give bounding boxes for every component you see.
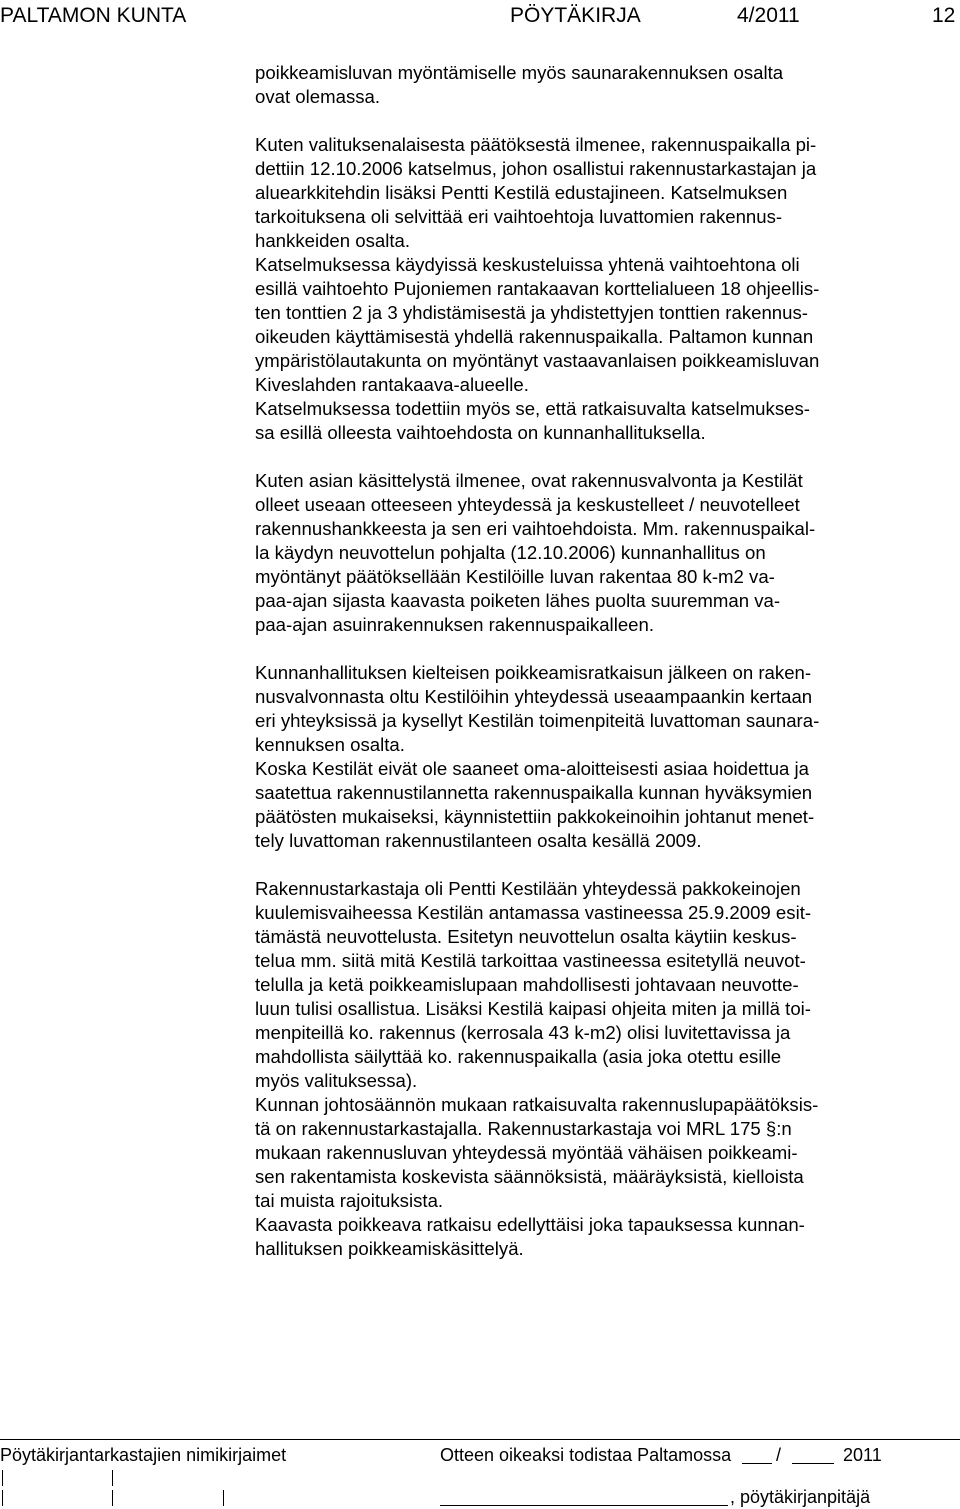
page-number: 12 <box>932 4 956 27</box>
date-slash: / <box>776 1445 782 1465</box>
footer-divider <box>0 1439 960 1440</box>
issue-number: 4/2011 <box>737 4 800 27</box>
paragraph-5: Kuten asian käsittelystä ilmenee, ovat rakennusvalvonta ja Kestilät olleet useaan otteeseen yhteydessä ja keskustelleet / neuvotelleet rakennushankkeesta ja sen eri vaihtoehdoista. Mm. rakennuspaikal- la käydyn neuvottelun pohjalta (12.10.2006) kunnanhallitus on myöntänyt päätöksellään Kestilöille luvan rakentaa 80 k-m2 va- paa-ajan sijasta kaavasta poiketen lähes puolta suuremman va- paa-ajan asuinrakennuksen rakennuspaikalleen. <box>255 470 816 635</box>
document-body <box>255 61 955 1261</box>
paragraph-4: Katselmuksessa todettiin myös se, että ratkaisuvalta katselmukses- sa esillä olleesta vaihtoehdosta on kunnanhallituksella. <box>255 398 810 443</box>
page-footer <box>0 1444 960 1506</box>
initials-divider <box>223 1490 224 1506</box>
page-header <box>0 3 960 29</box>
paragraph-7: Koska Kestilät eivät ole saaneet oma-aloitteisesti asiaa hoidettua ja saatettua rakennustilannetta rakennuspaikalla kunnan hyväksymien päätösten mukaiseksi, käynnistettiin pakkokeinoihin johtanut menet- tely luvattoman rakennustilanteen osalta kesällä 2009. <box>255 758 815 851</box>
initials-divider <box>112 1470 113 1486</box>
paragraph-3: Katselmuksessa käydyissä keskusteluissa yhtenä vaihtoehtona oli esillä vaihtoehto Pujoniemen rantakaavan korttelialueen 18 ohjeellis- ten tonttien 2 ja 3 yhdistämisestä ja yhdistettyjen tonttien rakennus- oikeuden käyttämisestä yhdellä rakennuspaikalla. Paltamon kunnan ympäristölautakunta on myöntänyt vastaavanlaisen poikkeamisluvan Kiveslahden rantakaava-alueelle. <box>255 254 820 395</box>
initials-divider <box>112 1490 113 1506</box>
paragraph-1: poikkeamisluvan myöntämiselle myös saunarakennuksen osalta ovat olemassa. <box>255 62 784 107</box>
paragraph-10: Kaavasta poikkeava ratkaisu edellyttäisi joka tapauksessa kunnan- hallituksen poikkeamiskäsittelyä. <box>255 1214 805 1259</box>
footer-initials-label: Pöytäkirjantarkastajien nimikirjaimet <box>0 1445 287 1465</box>
footer-certification-label: Otteen oikeaksi todistaa Paltamossa <box>440 1445 732 1465</box>
signature-line <box>440 1505 728 1506</box>
signature-role-label: , pöytäkirjanpitäjä <box>730 1487 871 1507</box>
document-type: PÖYTÄKIRJA <box>510 4 641 27</box>
month-blank-line <box>792 1463 834 1464</box>
paragraph-8: Rakennustarkastaja oli Pentti Kestilään yhteydessä pakkokeinojen kuulemisvaiheessa Kestilän antamassa vastineessa 25.9.2009 esit- tämästä neuvottelusta. Esitetyn neuvottelun osalta käytiin keskus- telua mm. siitä mitä Kestilä tarkoittaa vastineessa esitetyllä neuvot- telulla ja ketä poikkeamislupaan mahdollisesti johtavaan neuvotte- luun tulisi osallistua. Lisäksi Kestilä kaipasi ohjeita miten ja millä toi- menpiteillä ko. rakennus (kerrosala 43 k-m2) olisi luvitettavissa ja mahdollista säilyttää ko. rakennuspaikalla (asia joka otettu esille myös valituksessa). <box>255 878 812 1091</box>
municipality-name: PALTAMON KUNTA <box>0 4 187 27</box>
initials-divider <box>2 1470 3 1486</box>
initials-divider <box>2 1490 3 1506</box>
paragraph-9: Kunnan johtosäännön mukaan ratkaisuvalta rakennuslupapäätöksis- tä on rakennustarkastajalla. Rakennustarkastaja voi MRL 175 §:n mukaan rakennusluvan yhteydessä myöntää vähäisen poikkeami- sen rakentamista koskevista säännöksistä, määräyksistä, kielloista tai muista rajoituksista. <box>255 1094 819 1211</box>
paragraph-6: Kunnanhallituksen kielteisen poikkeamisratkaisun jälkeen on raken- nusvalvonnasta oltu Kestilöihin yhteydessä useaampaankin kertaan eri yhteyksissä ja kysellyt Kestilän toimenpiteitä luvattoman saunara- kennuksen osalta. <box>255 662 820 755</box>
footer-year: 2011 <box>843 1445 882 1465</box>
paragraph-2: Kuten valituksenalaisesta päätöksestä ilmenee, rakennuspaikalla pi- dettiin 12.10.2006 katselmus, johon osallistui rakennustarkastajan ja aluearkkitehdin lisäksi Pentti Kestilä edustajineen. Katselmuksen tarkoituksena oli selvittää eri vaihtoehtoja luvattomien rakennus- hankkeiden osalta. <box>255 134 817 251</box>
day-blank-line <box>742 1463 772 1464</box>
